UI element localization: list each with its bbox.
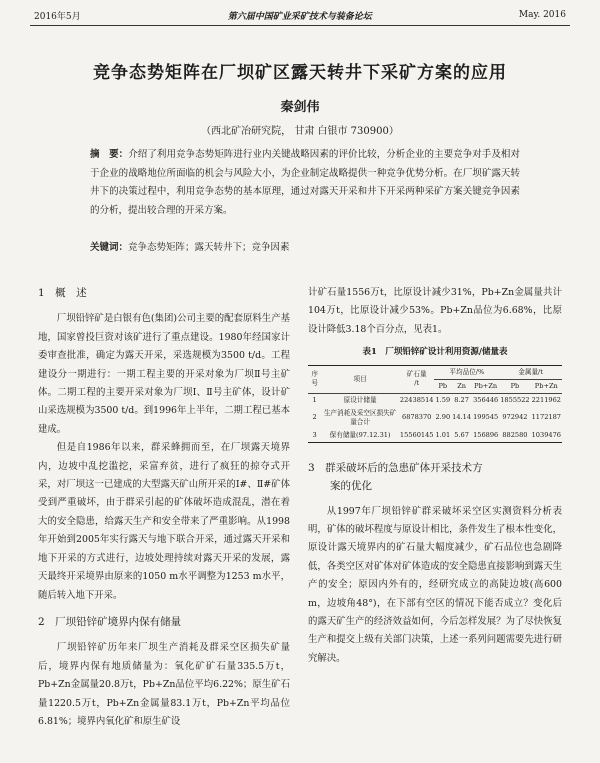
cell-zn: 5.67 bbox=[454, 430, 469, 439]
section-2-heading: 2 厂坝铅锌矿境界内保有储量 bbox=[38, 615, 182, 628]
cell-pbzn: 356446 bbox=[473, 395, 499, 404]
cell-pb: 1.59 bbox=[435, 395, 451, 404]
section-3-paragraph-1: 从1997年厂坝铅锌矿群采破坏采空区实测资料分析表明，矿体的破坏程度与原设计相比，条件发生了根本性变化，原设计露天境界内的矿石量大幅度减少，矿石品位也急剧降低，各类空区对矿体对矿体造成的安全隐患直接影响到露天生产的安全；原因内外有的，经研究成立的高陡边坡(高600 m，边坡角48°)，在下部有空区的情况下能否成立？变化后的露天矿生产的经济效益如何，今后怎样发展？为了尽快恢复生产和提交上级有关部门决策，上述一系列问题需要先进行研究解决。 bbox=[308, 505, 562, 664]
cell-pbzn: 156896 bbox=[473, 430, 499, 439]
keywords-text: 竞争态势矩阵；露天转井下；竞争因素 bbox=[128, 242, 290, 253]
cell-ore: 22438514 bbox=[399, 395, 434, 404]
header-conference: 第六届中国矿业采矿技术与装备论坛 bbox=[227, 11, 372, 22]
author-name: 秦剑伟 bbox=[280, 100, 320, 115]
table-row bbox=[308, 393, 562, 407]
cell-pbzn-metal: 1039476 bbox=[531, 430, 561, 439]
col-header-zn: Zn bbox=[451, 379, 472, 393]
continued-paragraph: 计矿石量1556万t，比原设计减少31%，Pb+Zn金属量共计104万t，比原设计减少53%。Pb+Zn品位为6.68%，比原设计降低3.18个百分点，见表1。 bbox=[308, 287, 562, 335]
col-header-pbzn-metal: Pb+Zn bbox=[531, 379, 562, 393]
col-header-seq: 序号 bbox=[311, 370, 318, 388]
left-column bbox=[38, 282, 290, 731]
abstract bbox=[90, 146, 520, 220]
section-1-paragraph-1: 厂坝铅锌矿是白银有色(集团)公司主要的配套原料生产基地，国家曾投巨资对该矿进行了重点建设。1980年经国家计委审查批准，确定为露天开采，采选规模为3500 t/d。工程建设分一期进行：一期工程主要的开采对象为厂坝Ⅱ号主矿体。二期工程的主要开采对象为厂坝Ⅰ、Ⅱ号主矿体，设计矿山采选规模为3500 t/d。到1996年上半年，二期工程已基本建成。 bbox=[38, 313, 290, 435]
col-header-metal-group: 金属量/t bbox=[518, 367, 543, 376]
cell-zn: 14.14 bbox=[452, 413, 472, 422]
header-divider bbox=[30, 25, 570, 26]
cell-pbzn-metal: 1172187 bbox=[531, 413, 561, 422]
table-row bbox=[308, 429, 562, 443]
col-header-ore bbox=[399, 365, 435, 393]
cell-ore: 6878370 bbox=[402, 413, 432, 422]
keywords bbox=[90, 239, 520, 253]
table-1-caption: 表1 厂坝铅锌矿设计利用资源/储量表 bbox=[362, 347, 508, 358]
section-3 bbox=[308, 459, 562, 669]
table-row bbox=[308, 407, 562, 429]
section-3-heading-line2: 案的优化 bbox=[330, 479, 372, 492]
author-affiliation: （西北矿冶研究院， 甘肃 白银市 730900） bbox=[201, 126, 399, 137]
cell-no: 1 bbox=[312, 395, 317, 404]
reserves-table bbox=[308, 365, 562, 443]
header-date-en: May. 2016 bbox=[518, 10, 566, 20]
cell-ore: 15560145 bbox=[399, 430, 434, 439]
cell-pb: 2.90 bbox=[435, 413, 451, 422]
col-header-ore-label: 矿石量 bbox=[406, 370, 427, 379]
cell-no: 3 bbox=[312, 430, 317, 439]
cell-pb: 1.01 bbox=[435, 430, 451, 439]
cell-item: 原设计储量 bbox=[343, 395, 377, 404]
col-header-pbzn: Pb+Zn bbox=[472, 379, 499, 393]
header-date: 2016年5月 bbox=[34, 11, 81, 22]
paper-title: 竞争态势矩阵在厂坝矿区露天转井下采矿方案的应用 bbox=[93, 63, 507, 83]
section-2-paragraph-1: 厂坝铅锌矿历年来厂坝生产消耗及群采空区损失矿量后，境界内保有地质储量为：氧化矿矿石量335.5万t，Pb+Zn金属量20.8万t，Pb+Zn品位平均6.22%；原生矿石量1220.5万t，Pb+Zn金属量83.1万t，Pb+Zn平均品位6.81%；境界内氧化矿和原生矿设 bbox=[38, 642, 290, 727]
cell-zn: 8.27 bbox=[454, 395, 469, 404]
section-3-heading bbox=[308, 459, 562, 495]
abstract-label: 摘 要： bbox=[90, 149, 129, 160]
abstract-text: 介绍了利用竞争态势矩阵进行业内关键战略因素的评价比较，分析企业的主要竞争对手及相对于企业的战略地位所面临的机会与风险大小，为企业制定战略提供一种竞争优势分析。在厂坝矿露天转井下的决策过程中，利用竞争态势的基本原理，通过对露天开采和井下开采两种采矿方案关键竞争因素的分析，提出较合理的开采方案。 bbox=[90, 149, 520, 216]
col-header-item: 项目 bbox=[353, 374, 367, 383]
col-header-grade-group: 平均品位/% bbox=[449, 367, 485, 376]
right-column bbox=[308, 284, 562, 668]
cell-no: 2 bbox=[312, 413, 317, 422]
cell-pb-metal: 972942 bbox=[502, 413, 528, 422]
col-header-pb: Pb bbox=[434, 379, 451, 393]
keywords-label: 关键词： bbox=[90, 242, 129, 253]
col-header-pb-metal: Pb bbox=[499, 379, 530, 393]
cell-pbzn: 199545 bbox=[473, 413, 499, 422]
section-3-heading-line1: 3 群采破坏后的急患矿体开采技术方 bbox=[308, 461, 483, 474]
section-1-heading: 1 概 述 bbox=[38, 287, 87, 299]
col-header-ore-unit: /t bbox=[414, 379, 420, 388]
section-1-paragraph-2: 但是自1986年以来，群采蜂拥而至，在厂坝露天境界内，边坡中乱挖滥挖，采富弃贫，进行了疯狂的掠夺式开采，对厂坝这一已建成的大型露天矿山所开采的Ⅰ#、Ⅱ#矿体受到严重破坏，由于群采引起的矿体破坏造成混乱，潜在着大的安全隐患，给露天生产和安全带来了严重影响。从1998年开始到2005年实行露天与地下联合开采，通过露天开采和地下开采的方式进行，边坡处理持续对露天开采的发展，露天最终开采境界由原来的1050 m水平调整为1253 m水平，随后转入地下开采。 bbox=[38, 442, 290, 601]
cell-pbzn-metal: 2211962 bbox=[531, 395, 561, 404]
cell-item: 生产消耗及采空区损失矿量合计 bbox=[323, 408, 397, 426]
cell-pb-metal: 882580 bbox=[502, 430, 528, 439]
running-header bbox=[34, 6, 566, 24]
cell-item: 保有储量(97.12.31) bbox=[329, 430, 391, 439]
cell-pb-metal: 1855522 bbox=[500, 395, 530, 404]
